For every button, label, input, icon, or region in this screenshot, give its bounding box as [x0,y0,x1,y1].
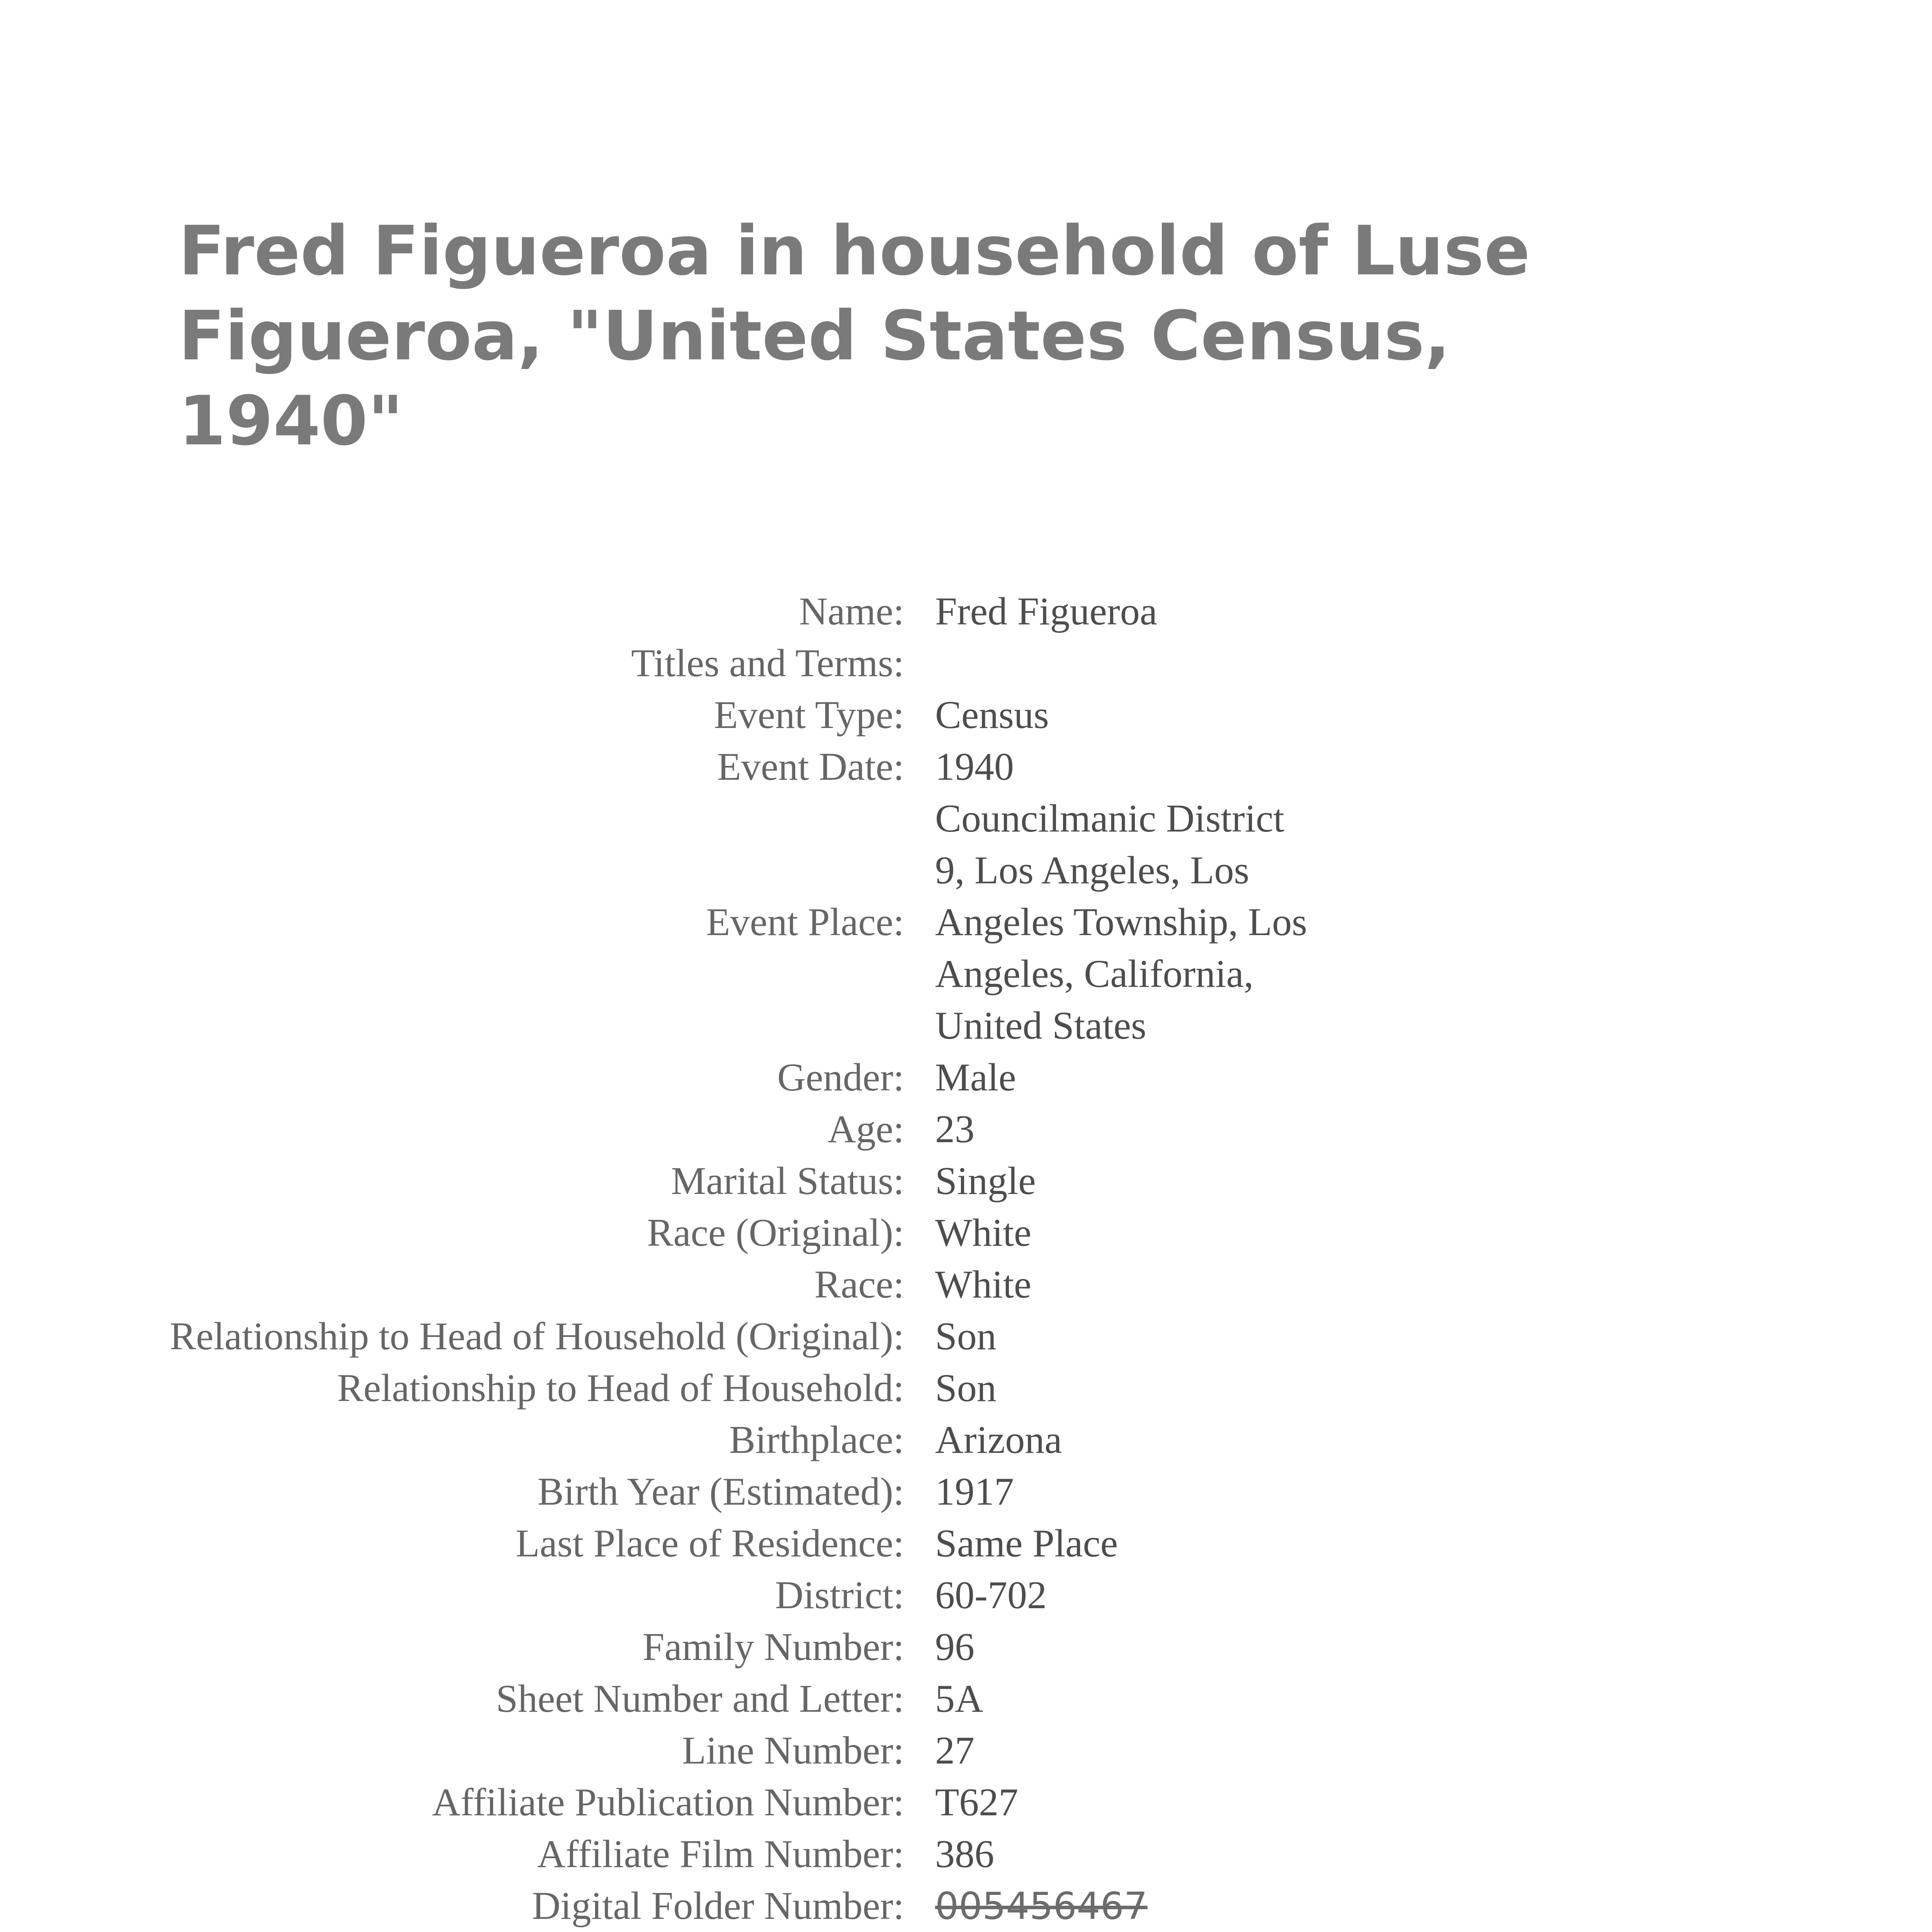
field-label: Family Number: [642,1625,904,1669]
field-value: Son [935,1366,997,1410]
field-label: Name: [799,590,904,633]
field-value: Son [935,1315,997,1358]
field-value: 5A [935,1677,983,1721]
page-title: Fred Figueroa in household of Luse Figueroa, "United States Census, 1940" [179,211,1530,461]
field-value: White [935,1211,1032,1255]
field-value: 386 [935,1832,994,1876]
field-value: Fred Figueroa [935,590,1158,633]
field-value: Male [935,1056,1016,1099]
field-label: Birth Year (Estimated): [537,1470,904,1514]
field-label: Race (Original): [647,1211,904,1255]
field-label: Event Place: [706,900,904,944]
field-label: Relationship to Head of Household: [337,1366,904,1410]
field-value: 1940 [935,745,1014,789]
field-label: Relationship to Head of Household (Original): [170,1315,904,1358]
field-value: 1917 [935,1470,1014,1514]
field-value: White [935,1263,1032,1306]
field-label: Birthplace: [729,1418,904,1462]
field-value-redacted: 005456467 [935,1884,1148,1928]
field-label: Affiliate Publication Number: [432,1781,904,1824]
field-label: Gender: [777,1056,904,1099]
field-label: Affiliate Film Number: [537,1832,904,1876]
field-value: 96 [935,1625,975,1669]
field-label: Event Type: [714,693,904,737]
field-value-event-place: Councilmanic District 9, Los Angeles, Los Angeles Township, Los Angeles, California, United States [935,797,1307,1048]
field-value: Arizona [935,1418,1062,1462]
field-label: Race: [814,1263,904,1306]
field-label: Event Date: [717,745,904,789]
field-value: 27 [935,1729,975,1772]
field-value: 23 [935,1107,975,1151]
field-label: Last Place of Residence: [515,1522,904,1565]
field-value: Single [935,1159,1036,1203]
field-value: Same Place [935,1522,1118,1565]
field-label: District: [775,1573,904,1617]
field-value: T627 [935,1781,1019,1824]
field-label: Digital Folder Number: [532,1884,904,1928]
field-value: 60-702 [935,1573,1047,1617]
field-label: Line Number: [682,1729,904,1772]
field-value: Census [935,693,1049,737]
field-label: Sheet Number and Letter: [496,1677,904,1721]
field-label: Titles and Terms: [631,641,904,685]
field-label: Age: [827,1107,904,1151]
field-label: Marital Status: [671,1159,904,1203]
